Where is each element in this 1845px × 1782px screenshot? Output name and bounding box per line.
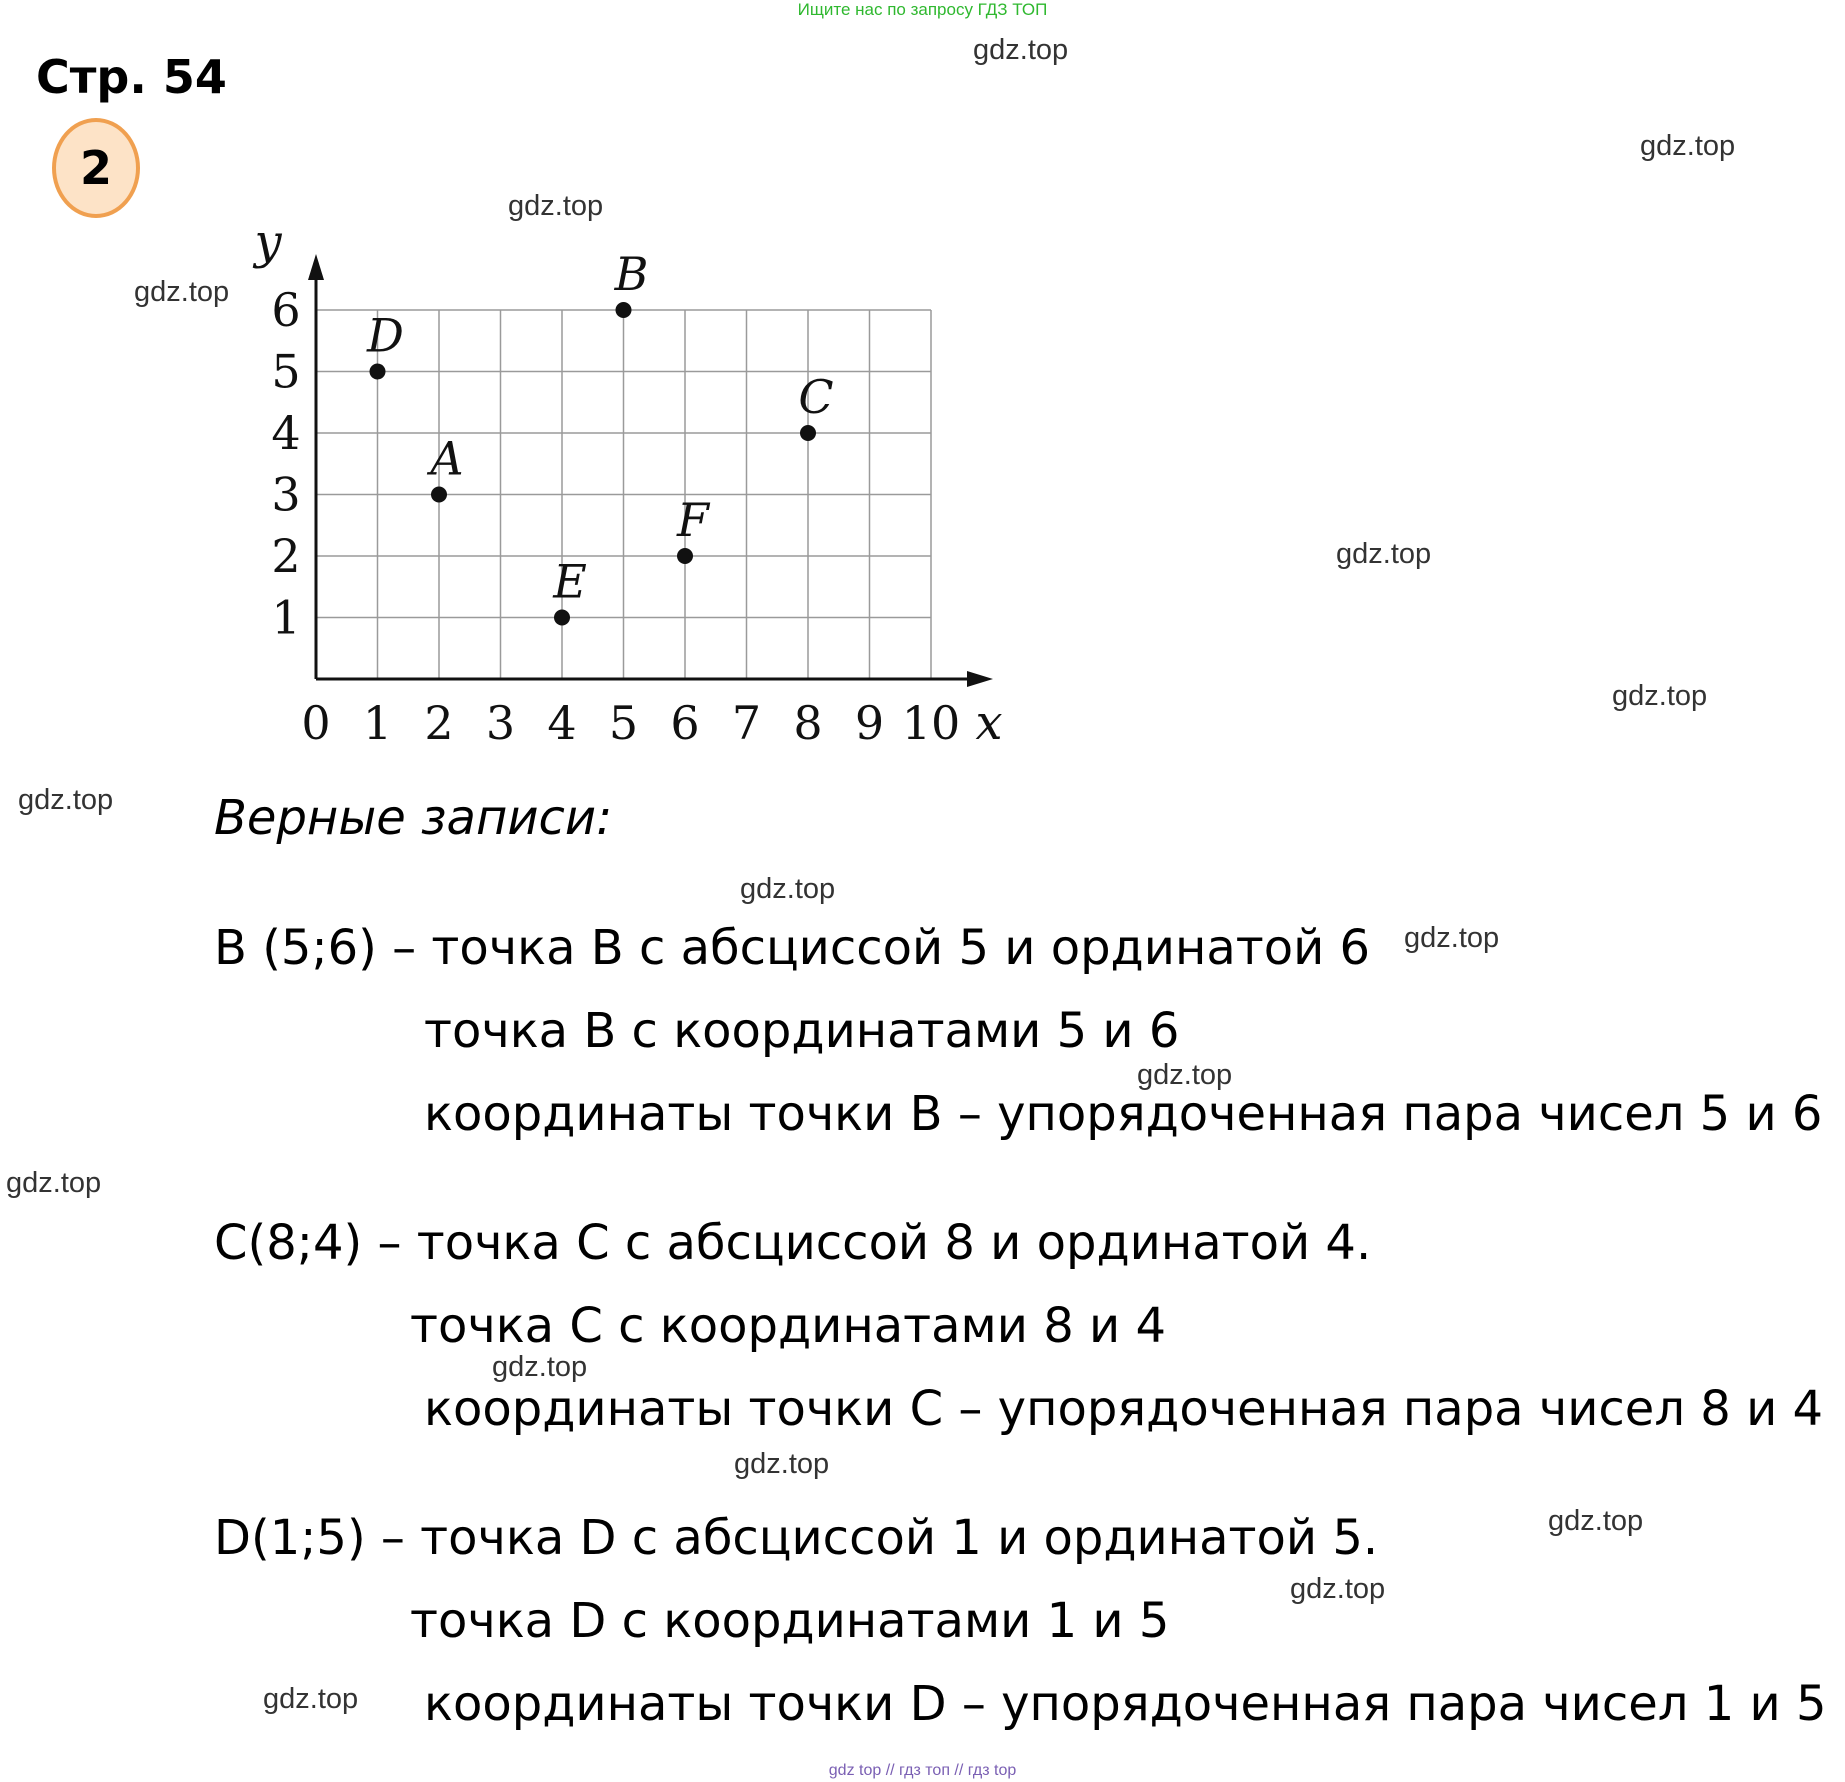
y-tick-label: 1	[271, 590, 301, 645]
answer-line-b-2: точка B с координатами 5 и 6	[424, 1003, 1180, 1059]
x-tick-label: 6	[670, 696, 700, 750]
x-tick-label: 3	[485, 696, 516, 750]
watermark: gdz.top	[1404, 922, 1500, 954]
x-tick-label: 7	[731, 696, 762, 750]
coordinate-plane-chart	[190, 205, 1040, 770]
answers-heading: Верные записи:	[214, 790, 613, 846]
watermark: gdz.top	[973, 34, 1069, 66]
x-tick-label: 0	[301, 696, 331, 750]
page-title: Стр. 54	[36, 50, 227, 104]
x-axis-arrow	[967, 671, 993, 687]
y-axis-label: y	[254, 214, 282, 270]
answer-line-d-1: D(1;5) – точка D с абсциссой 1 и ординатой 5.	[214, 1510, 1379, 1566]
point-a-label: A	[430, 431, 464, 486]
answer-line-d-3: координаты точки D – упорядоченная пара чисел 1 и 5	[424, 1676, 1827, 1732]
x-tick-label: 1	[362, 696, 393, 750]
point-d-label: D	[367, 308, 404, 363]
answer-line-b-1: B (5;6) – точка B с абсциссой 5 и ординатой 6	[214, 920, 1371, 976]
watermark: gdz.top	[1640, 130, 1736, 162]
exercise-number-badge	[52, 118, 140, 218]
x-tick-label: 4	[547, 696, 577, 750]
x-axis-label: x	[975, 695, 1003, 751]
watermark: gdz.top	[1612, 680, 1708, 712]
watermark: gdz.top	[1137, 1059, 1233, 1091]
answer-line-c-1: C(8;4) – точка C с абсциссой 8 и ординатой 4.	[214, 1215, 1372, 1271]
watermark: gdz.top	[1290, 1573, 1386, 1605]
y-tick-label: 5	[271, 344, 301, 399]
watermark: gdz.top	[6, 1167, 102, 1199]
y-tick-label: 3	[271, 467, 301, 522]
answer-line-c-3: координаты точки C – упорядоченная пара чисел 8 и 4	[424, 1381, 1824, 1437]
point-e	[554, 610, 570, 626]
bottom-banner: gdz top // гдз топ // гдз top	[828, 1762, 1017, 1779]
watermark: gdz.top	[134, 276, 230, 308]
grid	[316, 310, 931, 679]
points	[366, 247, 834, 626]
y-axis-arrow	[308, 254, 324, 280]
watermark: gdz.top	[1336, 538, 1432, 570]
watermark: gdz.top	[492, 1351, 588, 1383]
point-f	[677, 548, 693, 564]
point-b	[616, 302, 632, 318]
point-c	[800, 425, 816, 441]
watermark: gdz.top	[1548, 1505, 1644, 1537]
exercise-number: 2	[79, 141, 112, 195]
top-banner: Ищите нас по запросу ГДЗ ТОП	[797, 0, 1048, 19]
answer-line-d-2: точка D с координатами 1 и 5	[410, 1593, 1170, 1649]
point-b-label: B	[614, 247, 649, 301]
answer-line-c-2: точка C с координатами 8 и 4	[410, 1298, 1166, 1354]
x-tick-label: 5	[608, 696, 639, 750]
point-f-label: F	[677, 493, 709, 547]
y-tick-label: 4	[271, 406, 301, 460]
answer-line-b-3: координаты точки B – упорядоченная пара чисел 5 и 6	[424, 1086, 1823, 1142]
watermark: gdz.top	[18, 784, 114, 816]
x-tick-label: 10	[901, 696, 961, 750]
watermark: gdz.top	[740, 873, 836, 905]
watermark: gdz.top	[508, 190, 604, 222]
x-tick-label: 2	[424, 696, 454, 750]
watermark: gdz.top	[263, 1683, 359, 1715]
watermark: gdz.top	[734, 1448, 830, 1480]
y-tick-label: 6	[271, 283, 301, 337]
x-tick-label: 8	[793, 696, 823, 750]
x-tick-label: 9	[854, 696, 885, 750]
point-d	[370, 364, 386, 380]
y-tick-label: 2	[271, 529, 301, 583]
point-a	[431, 487, 447, 503]
axes	[308, 254, 993, 687]
point-c-label: C	[798, 370, 834, 424]
point-e-label: E	[553, 554, 587, 609]
